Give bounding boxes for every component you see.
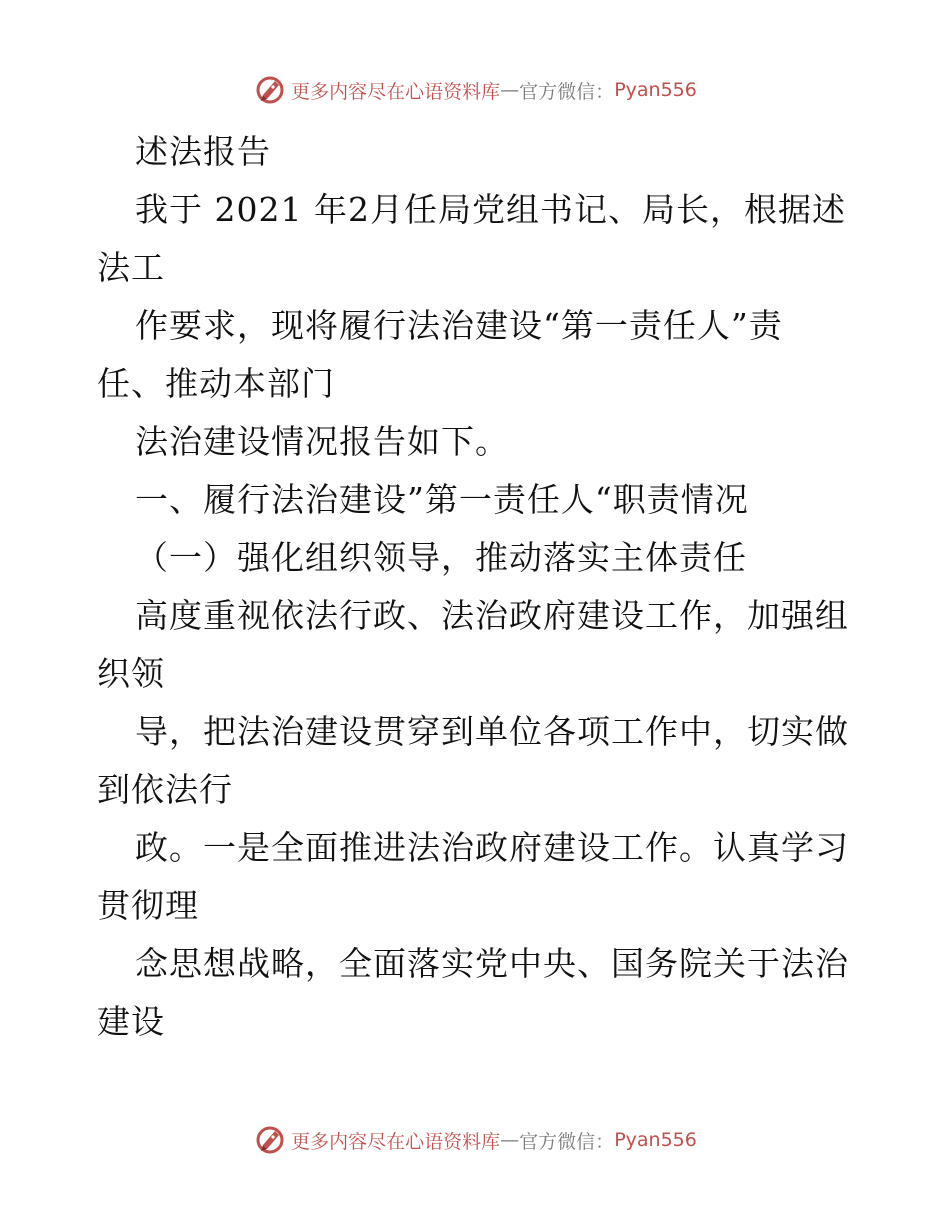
doc-line: 高度重视依法行政、法治政府建设工作，加强组 [135, 596, 849, 635]
doc-section-heading: 一、履行法治建设”第一责任人“职责情况 [135, 480, 749, 519]
banner-wechat-id: Pyan556 [614, 1129, 697, 1151]
doc-line: 法工 [97, 248, 165, 287]
doc-line: 我于 2021 年2月任局党组书记、局长，根据述 [135, 190, 846, 229]
header-watermark-banner [0, 70, 950, 110]
banner-main-text: 更多内容尽在心语资料库 [291, 80, 501, 103]
doc-line: 建设 [97, 1002, 165, 1041]
doc-subsection-heading: （一）强化组织领导，推动落实主体责任 [135, 538, 747, 577]
banner-dash: — [500, 1129, 520, 1151]
pen-logo-icon [253, 73, 287, 107]
pen-logo-icon [253, 1123, 287, 1157]
banner-wechat-label: 官方微信： [519, 1130, 615, 1153]
doc-line: 作要求，现将履行法治建设“第一责任人”责 [135, 306, 783, 345]
document-body [97, 123, 857, 1051]
doc-line: 贯彻理 [97, 886, 199, 925]
doc-line: 念思想战略，全面落实党中央、国务院关于法治 [135, 944, 849, 983]
banner-wechat-label: 官方微信： [519, 80, 615, 103]
doc-line: 法治建设情况报告如下。 [135, 422, 509, 461]
doc-line: 政。一是全面推进法治政府建设工作。认真学习 [135, 828, 849, 867]
banner-dash: — [500, 79, 520, 101]
footer-watermark-banner [0, 1120, 950, 1160]
doc-line: 任、推动本部门 [97, 364, 335, 403]
doc-line: 到依法行 [97, 770, 233, 809]
banner-main-text: 更多内容尽在心语资料库 [291, 1130, 501, 1153]
banner-wechat-id: Pyan556 [614, 79, 697, 101]
doc-title: 述法报告 [135, 132, 271, 171]
doc-line: 导，把法治建设贯穿到单位各项工作中，切实做 [135, 712, 849, 751]
doc-line: 织领 [97, 654, 165, 693]
